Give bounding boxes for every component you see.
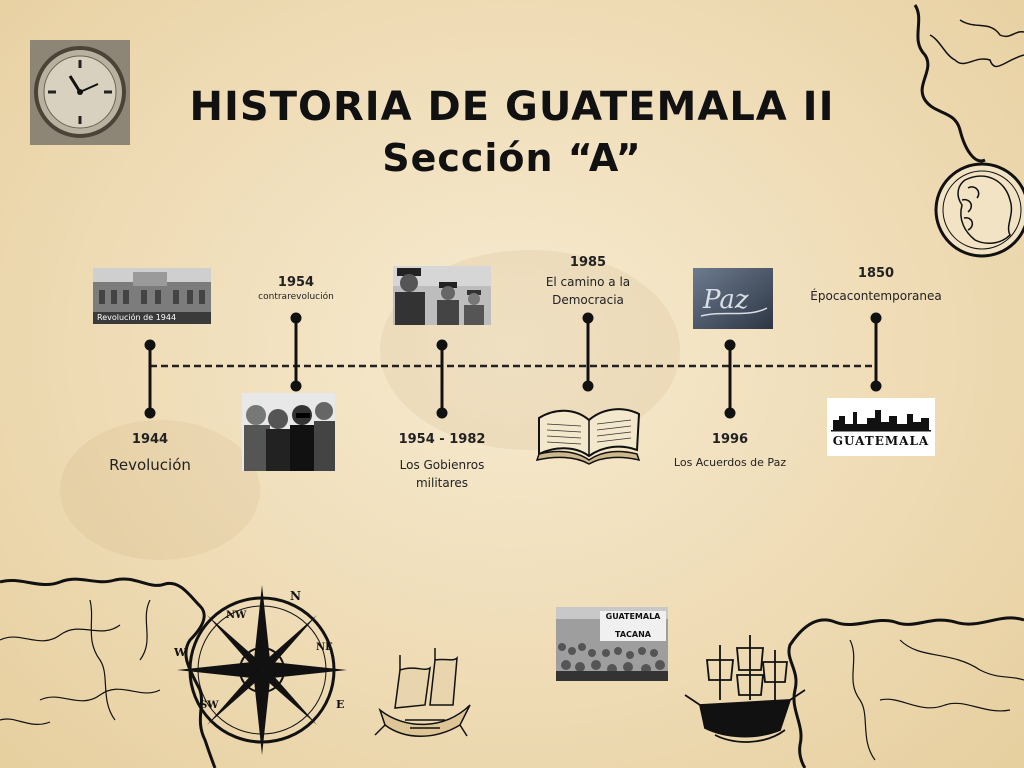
military-governments-photo xyxy=(393,266,491,325)
page-title: HISTORIA DE GUATEMALA II xyxy=(189,84,835,130)
logo-text: GUATEMALA xyxy=(832,434,930,448)
compass-w: W xyxy=(174,646,187,659)
open-book-icon xyxy=(535,398,643,466)
event-label-1954-1982: Los Gobienros militares xyxy=(399,458,485,490)
compass-sw: SW xyxy=(200,700,219,711)
page-subtitle: Sección “A” xyxy=(382,136,642,180)
group-portrait-icon xyxy=(242,393,335,471)
compass-e: E xyxy=(336,698,345,711)
event-year-1850: 1850 xyxy=(857,266,895,281)
compass-ne: NE xyxy=(316,642,333,653)
protest-sign-line1: GUATEMALA xyxy=(605,612,661,621)
open-book-illustration xyxy=(535,398,643,466)
event-year-1954-1982: 1954 - 1982 xyxy=(398,432,486,447)
event-year-1954: 1954 xyxy=(277,275,315,290)
compass-n: N xyxy=(290,589,301,603)
protest-photo xyxy=(556,607,668,681)
signature-text: Paz xyxy=(703,285,749,315)
event-label-1850: Épocacontemporanea xyxy=(810,289,942,303)
signature-image xyxy=(693,268,773,329)
event-year-1944: 1944 xyxy=(131,432,169,447)
compass-nw: NW xyxy=(226,610,247,621)
protest-sign-line2: TACANA xyxy=(615,630,651,639)
event-label-1944: Revolución xyxy=(109,456,191,474)
peace-accords-photo xyxy=(693,268,773,329)
event-label-1985: El camino a la Democracia xyxy=(545,275,631,307)
event-label-1954: contrarevolución xyxy=(258,292,334,302)
photo-caption: Revolución de 1944 xyxy=(97,313,177,322)
guatemala-skyline-logo xyxy=(827,398,935,456)
revolution-1944-photo xyxy=(93,268,211,324)
event-label-1996: Los Acuerdos de Paz xyxy=(673,456,787,469)
event-year-1985: 1985 xyxy=(569,255,607,270)
event-year-1996: 1996 xyxy=(711,432,749,447)
military-officers-icon xyxy=(393,266,491,325)
contrarevolucion-photo xyxy=(242,393,335,471)
